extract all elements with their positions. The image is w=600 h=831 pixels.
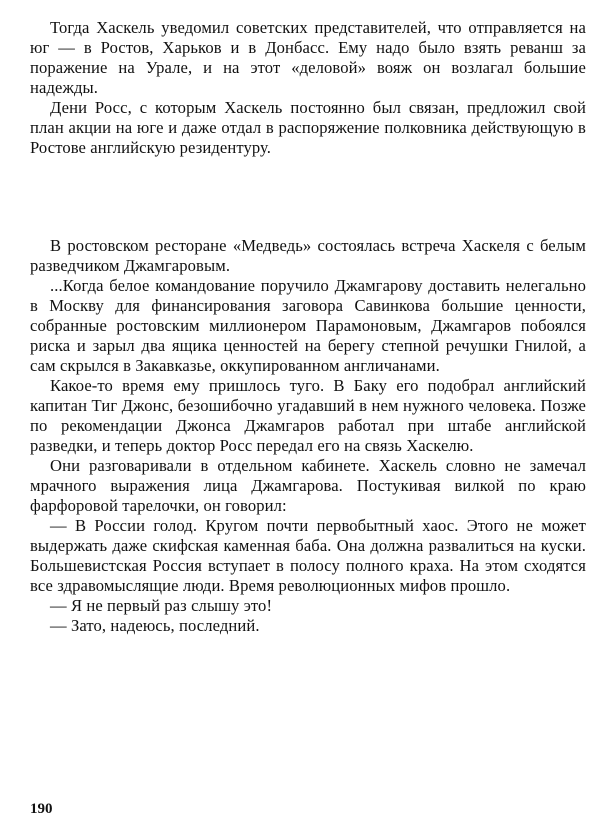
paragraph: ...Когда белое командование поручило Джамгарову доставить нелегально в Москву для финансирования заговора Савинкова большие ценности, собранные ростовским миллионером Парамоновым, Джамгаров побоялся риска и зарыл два ящика ценностей на берегу степной речушки Гнилой, а сам скрылся в Закавказье, оккупированном англичанами. bbox=[30, 276, 586, 375]
paragraph: Они разговаривали в отдельном кабинете. Хаскель словно не замечал мрачного выражения лица Джамгарова. Постукивая вилкой по краю фарфоровой тарелочки, он говорил: bbox=[30, 456, 586, 515]
paragraph: Дени Росс, с которым Хаскель постоянно был связан, предложил свой план акции на юге и даже отдал в распоряжение полковника действующую в Ростове английскую резидентуру. bbox=[30, 98, 586, 157]
dialogue-line: — В России голод. Кругом почти первобытный хаос. Этого не может выдержать даже скифская каменная баба. Она должна развалиться на куски. Большевистская Россия вступает в полосу полного краха. На этом сходятся все здравомыслящие люди. Время революционных мифов прошло. bbox=[30, 516, 586, 595]
text-block-main bbox=[30, 236, 586, 636]
dialogue-line: — Зато, надеюсь, последний. bbox=[50, 616, 260, 635]
text-block-top bbox=[30, 18, 586, 158]
paragraph: Какое-то время ему пришлось туго. В Баку его подобрал английский капитан Тиг Джонс, безошибочно угадавший в нем нужного человека. Позже по рекомендации Джонса Джамгаров работал при штабе английской разведки, и теперь доктор Росс передал его на связь Хаскелю. bbox=[30, 376, 586, 455]
page-number: 190 bbox=[30, 801, 53, 817]
paragraph: В ростовском ресторане «Медведь» состоялась встреча Хаскеля с белым разведчиком Джамгаровым. bbox=[30, 236, 586, 275]
dialogue-line: — Я не первый раз слышу это! bbox=[50, 596, 273, 615]
paragraph: Тогда Хаскель уведомил советских представителей, что отправляется на юг — в Ростов, Харьков и в Донбасс. Ему надо было взять реванш за поражение на Урале, и на этот «деловой» вояж он возлагал большие надежды. bbox=[30, 18, 586, 97]
book-page bbox=[30, 0, 586, 831]
